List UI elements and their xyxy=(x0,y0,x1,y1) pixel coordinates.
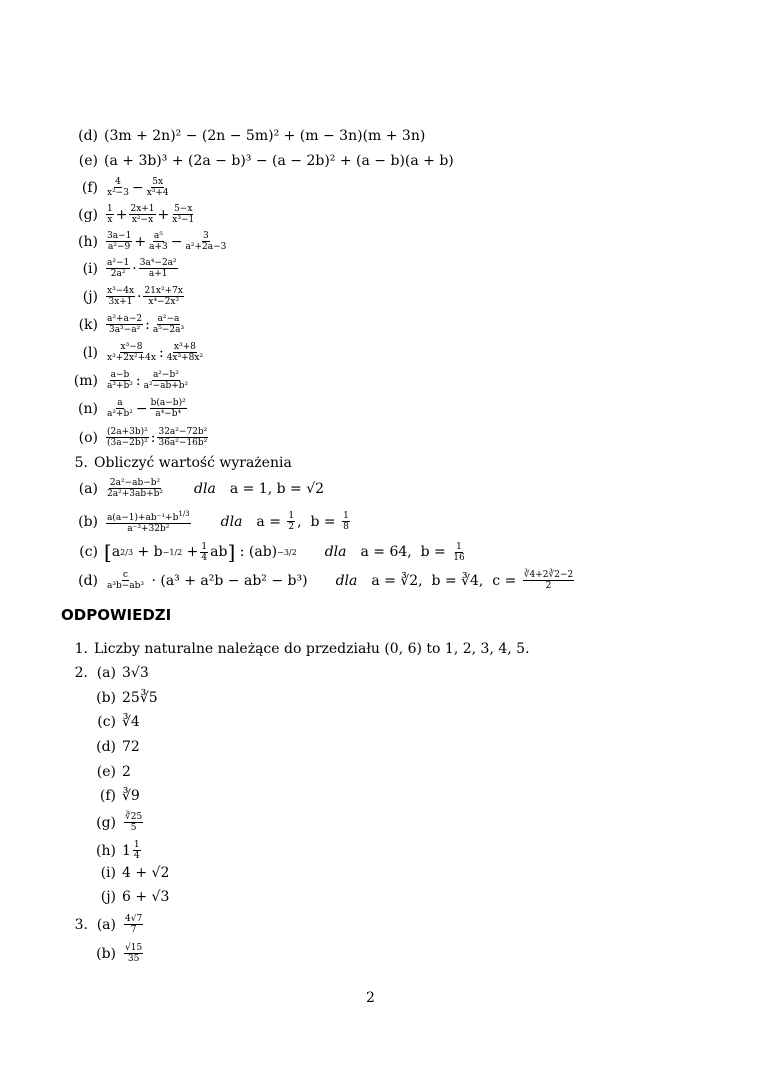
p4-item-e xyxy=(70,153,454,169)
dla-word: dla xyxy=(324,544,347,560)
expression: $\frac{\text{a²−1}}{\text{2a²}}$ · $\frac{\text{3a⁴−2a²}}{a+1}$ xyxy=(107,258,177,279)
answer-value: $\frac{4√7}{7}$ xyxy=(125,914,143,935)
expression: $\frac{\text{(2a+3b)²}}{\text{(3a−2b)²}}$ : $\frac{\text{32a²−72b²}}{\text{36a²−16b²}}$ xyxy=(107,427,208,448)
answer-2-d xyxy=(94,739,140,755)
answer-3-a xyxy=(70,914,145,935)
item-label: (a) xyxy=(96,665,116,681)
expression: $\frac{\text{a²+a−2}}{\text{3a³−a²}}$ : $\frac{\text{a²−a}}{\text{a⁵−2a³}}$ xyxy=(107,314,185,335)
condition: a = ∛2, b = ∛4, c = $\frac{∛4+2∛2-2}{2}$ xyxy=(371,570,574,591)
answer-number: 1. xyxy=(74,641,88,657)
answer-value: $\frac{∛25}{5}$ xyxy=(125,812,143,833)
p4-item-l xyxy=(70,342,206,363)
expression: $\frac{a-b}{\text{a³+b³}}$ : $\frac{\text{a²−b²}}{\text{a²−ab+b²}}$ xyxy=(107,370,189,391)
answer-2-a xyxy=(70,665,149,681)
answer-2-i xyxy=(94,865,169,881)
p4-item-h xyxy=(70,231,229,252)
item-label: (i) xyxy=(100,865,116,881)
p5-item-b xyxy=(70,509,352,534)
expression: $\frac{4}{\text{x²−3}}$ − $\frac{5x}{\text{x³+4}}$ xyxy=(107,177,169,198)
item-label: (f) xyxy=(81,179,98,196)
item-label: (b) xyxy=(96,690,116,706)
item-label: (a) xyxy=(78,480,98,497)
condition: a = 1, b = √2 xyxy=(229,480,325,497)
answer-2-h xyxy=(94,840,143,861)
answers-heading: ODPOWIEDZI xyxy=(61,606,172,624)
p4-item-o xyxy=(70,427,210,448)
item-label: (o) xyxy=(78,429,98,446)
item-label: (m) xyxy=(73,372,98,389)
page-number: 2 xyxy=(366,990,375,1006)
expression: $\frac{3a-1}{\text{a²−9}}$ + $\frac{\text{a⁵}}{a+3}$ − $\frac{3}{\text{a²+2a−3}}$ xyxy=(107,231,227,252)
p4-item-k xyxy=(70,314,187,335)
answer-value: ∛4 xyxy=(122,714,140,730)
p4-item-j xyxy=(70,286,186,307)
expression: (a + 3b)³ + (2a − b)³ − (a − 2b)² + (a − b)(a + b) xyxy=(104,153,454,169)
item-label: (e) xyxy=(78,153,98,169)
item-label: (a) xyxy=(96,916,116,933)
expression: (3m + 2n)² − (2n − 5m)² + (m − 3n)(m + 3n) xyxy=(104,128,426,144)
p5-item-d xyxy=(70,570,576,591)
item-label: (g) xyxy=(96,814,116,831)
expression: $\frac{\text{2a²−ab−b²}}{\text{2a²+3ab+b²}}$ xyxy=(107,478,164,499)
p4-item-m xyxy=(70,370,191,391)
answer-value: 3√3 xyxy=(122,665,149,681)
p5-item-a xyxy=(70,478,324,499)
item-label: (h) xyxy=(96,842,116,859)
item-label: (c) xyxy=(97,714,116,730)
item-label: (d) xyxy=(78,128,98,144)
answer-2-f xyxy=(94,788,140,804)
expression: $\frac{\text{x³−8}}{\text{x³+2x²+4x}}$ : $\frac{\text{x³+8}}{\text{4x³+8x²}}$ xyxy=(107,342,204,363)
expression: [ a 2/3 + b −1/2 + $\frac{1}{4}$ ab ] : (ab) −3/2 xyxy=(104,540,297,564)
item-label: (b) xyxy=(96,945,116,962)
expression: $\frac{c}{\text{a³b−ab³}}$ · (a³ + a²b − ab² − b³) xyxy=(107,570,308,591)
p4-item-i xyxy=(70,258,180,279)
answer-value: 1 $\frac{1}{4}$ xyxy=(122,840,140,861)
expression: $\frac{a}{\text{a²+b²}}$ − $\frac{\text{b(a−b)²}}{\text{a⁴−b⁴}}$ xyxy=(107,398,186,419)
item-label: (e) xyxy=(96,764,116,780)
p4-item-d xyxy=(70,128,425,144)
item-label: (d) xyxy=(96,739,116,755)
expression: $\frac{1}{x}$ + $\frac{2x+1}{\text{x²−x}}$ + $\frac{5-x}{\text{x³−1}}$ xyxy=(107,204,195,225)
answer-value: 25∛5 xyxy=(122,690,158,706)
answer-value: 4 + √2 xyxy=(122,865,170,881)
p4-item-n xyxy=(70,398,189,419)
item-label: (i) xyxy=(82,260,98,277)
problem-title: Obliczyć wartość wyrażenia xyxy=(94,455,292,471)
expression: $\frac{a(a-1)+ab^{-1}+b^{1/3}}{\text{a⁻³+32b²}}$ xyxy=(107,510,190,534)
condition: a = $\frac{1}{2}$ , b = $\frac{1}{8}$ xyxy=(256,511,349,532)
item-label: (g) xyxy=(78,206,98,223)
item-label: (j) xyxy=(82,288,98,305)
dla-word: dla xyxy=(194,480,216,497)
item-label: (c) xyxy=(79,544,98,560)
answer-2-b xyxy=(94,690,158,706)
answer-3-b xyxy=(94,943,145,964)
condition: a = 64, b = $\frac{1}{16}$ xyxy=(360,541,465,563)
answer-value: 6 + √3 xyxy=(122,889,170,905)
problem-number: 5. xyxy=(74,455,88,471)
p4-item-f xyxy=(70,177,172,198)
answer-number: 3. xyxy=(74,916,88,933)
item-label: (k) xyxy=(78,316,98,333)
answer-value: 2 xyxy=(122,764,131,780)
item-label: (l) xyxy=(82,344,98,361)
answer-2-j xyxy=(94,889,169,905)
p4-item-g xyxy=(70,204,197,225)
answer-value: 72 xyxy=(122,739,140,755)
item-label: (n) xyxy=(78,400,98,417)
item-label: (h) xyxy=(78,233,98,250)
expression: $\frac{\text{x³−4x}}{3x+1}$ · $\frac{\text{21x²+7x}}{\text{x⁴−2x³}}$ xyxy=(107,286,183,307)
p5-item-c xyxy=(70,540,468,564)
answer-2-e xyxy=(94,764,131,780)
item-label: (b) xyxy=(78,513,98,530)
answer-2-g xyxy=(94,812,145,833)
item-label: (d) xyxy=(78,572,98,589)
answer-1 xyxy=(70,641,530,657)
dla-word: dla xyxy=(335,572,358,589)
answer-2-c xyxy=(94,714,140,730)
problem-5-title xyxy=(70,455,292,471)
dla-word: dla xyxy=(220,513,243,530)
answer-text: Liczby naturalne należące do przedziału (0, 6) to 1, 2, 3, 4, 5. xyxy=(94,641,530,657)
answer-value: ∛9 xyxy=(122,788,140,804)
item-label: (f) xyxy=(99,788,116,804)
answer-value: $\frac{√15}{35}$ xyxy=(125,943,143,964)
answer-number: 2. xyxy=(74,665,88,681)
item-label: (j) xyxy=(100,889,116,905)
